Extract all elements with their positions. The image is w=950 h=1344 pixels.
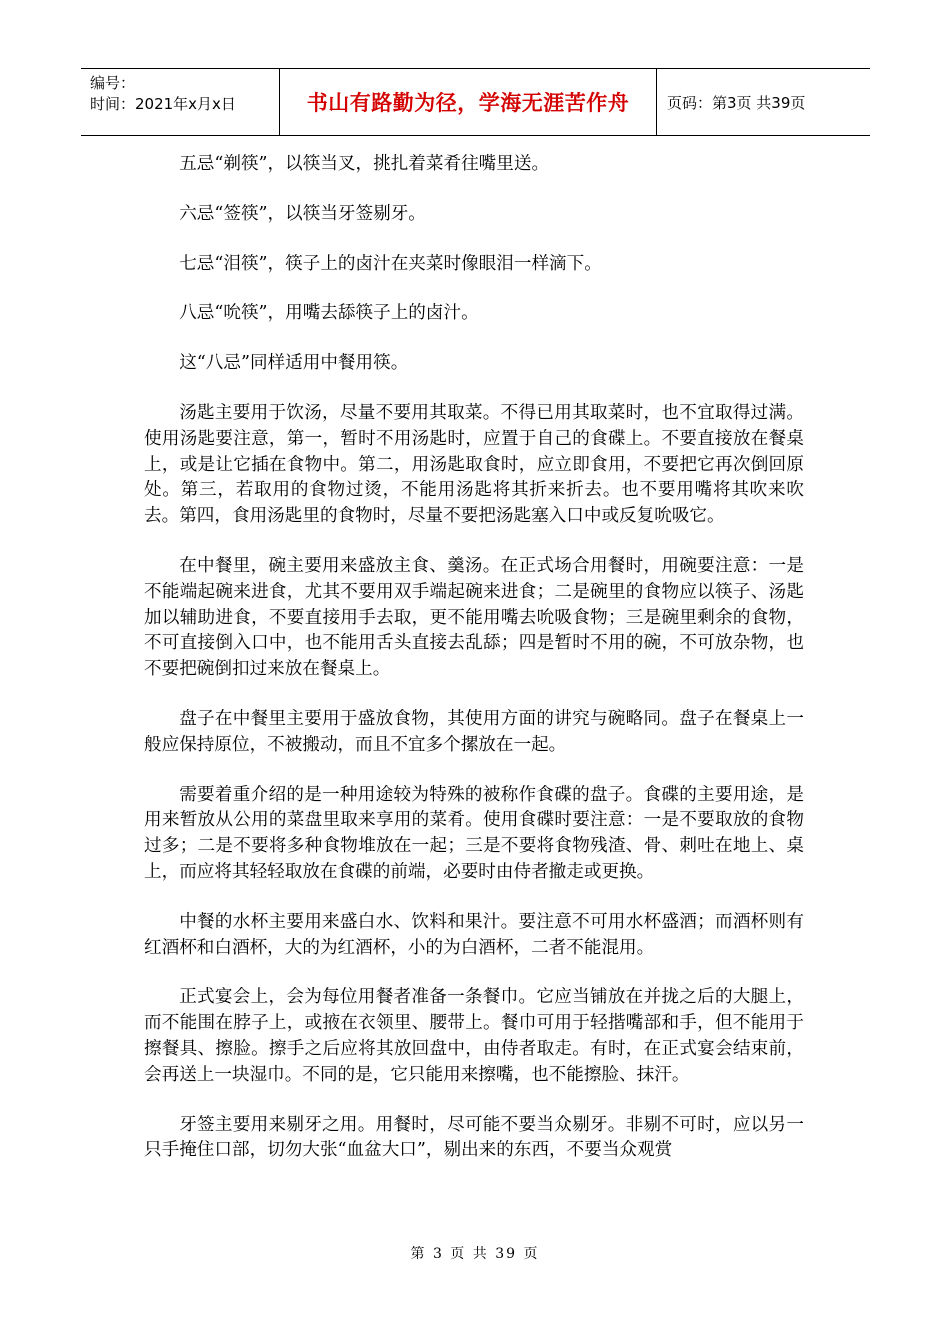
paragraph: 盘子在中餐里主要用于盛放食物，其使用方面的讲究与碗略同。盘子在餐桌上一般应保持原位，不被搬动，而且不宜多个摞放在一起。 [144,708,804,755]
header-page-info: 页码：第3页 共39页 [667,93,806,112]
header-divider [656,69,657,135]
paragraph: 这“八忌”同样适用中餐用筷。 [179,353,409,374]
page-footer: 第 3 页 共 39 页 [410,1246,540,1262]
header-motto: 书山有路勤为径，学海无涯苦作舟 [306,90,630,115]
paragraph: 中餐的水杯主要用来盛白水、饮料和果汁。要注意不可用水杯盛酒；而酒杯则有红酒杯和白酒杯，大的为红酒杯，小的为白酒杯，二者不能混用。 [144,911,804,958]
paragraph: 正式宴会上，会为每位用餐者准备一条餐巾。它应当铺放在并拢之后的大腿上，而不能围在脖子上，或掖在衣领里、腰带上。餐巾可用于轻揩嘴部和手，但不能用于擦餐具、擦脸。擦手之后应将其放回盘中，由侍者取走。有时，在正式宴会结束前，会再送上一块湿巾。不同的是，它只能用来擦嘴，也不能擦脸、抹汗。 [144,987,804,1085]
paragraph: 七忌“泪筷”，筷子上的卤汁在夹菜时像眼泪一样滴下。 [179,253,602,274]
paragraph: 六忌“签筷”，以筷当牙签剔牙。 [179,203,426,224]
paragraph: 在中餐里，碗主要用来盛放主食、羹汤。在正式场合用餐时，用碗要注意：一是不能端起碗来进食，尤其不要用双手端起碗来进食；二是碗里的食物应以筷子、汤匙加以辅助进食，不要直接用手去取，更不能用嘴去吮吸食物；三是碗里剩余的食物，不可直接倒入口中，也不能用舌头直接去乱舔；四是暂时不用的碗，不可放杂物，也不要把碗倒扣过来放在餐桌上。 [144,555,804,680]
paragraph: 五忌“剃筷”，以筷当叉，挑扎着菜肴往嘴里送。 [179,154,550,174]
paragraph: 牙签主要用来剔牙之用。用餐时，尽可能不要当众剔牙。非剔不可时，应以另一只手掩住口部，切勿大张“血盆大口”，剔出来的东西，不要当众观赏 [144,1114,804,1161]
document-body [144,152,804,1188]
page-header [81,68,870,136]
serial-number-label: 编号： [90,74,136,92]
paragraph: 需要着重介绍的是一种用途较为特殊的被称作食碟的盘子。食碟的主要用途，是用来暂放从公用的菜盘里取来享用的菜肴。使用食碟时要注意：一是不要取放的食物过多；二是不要将多种食物堆放在一起；三是不要将食物残渣、骨、刺吐在地上、桌上，而应将其轻轻取放在食碟的前端，必要时由侍者撤走或更换。 [144,784,804,882]
header-meta [90,73,278,115]
paragraph: 汤匙主要用于饮汤，尽量不要用其取菜。不得已用其取菜时，也不宜取得过满。使用汤匙要注意，第一，暂时不用汤匙时，应置于自己的食碟上。不要直接放在餐桌上，或是让它插在食物中。第二，用汤匙取食时，应立即食用，不要把它再次倒回原处。第三，若取用的食物过烫，不能用汤匙将其折来折去。也不要用嘴将其吹来吹去。第四，食用汤匙里的食物时，尽量不要把汤匙塞入口中或反复吮吸它。 [144,402,804,527]
paragraph: 八忌“吮筷”，用嘴去舔筷子上的卤汁。 [179,303,479,324]
date-label: 时间：2021年x月x日 [90,95,236,113]
